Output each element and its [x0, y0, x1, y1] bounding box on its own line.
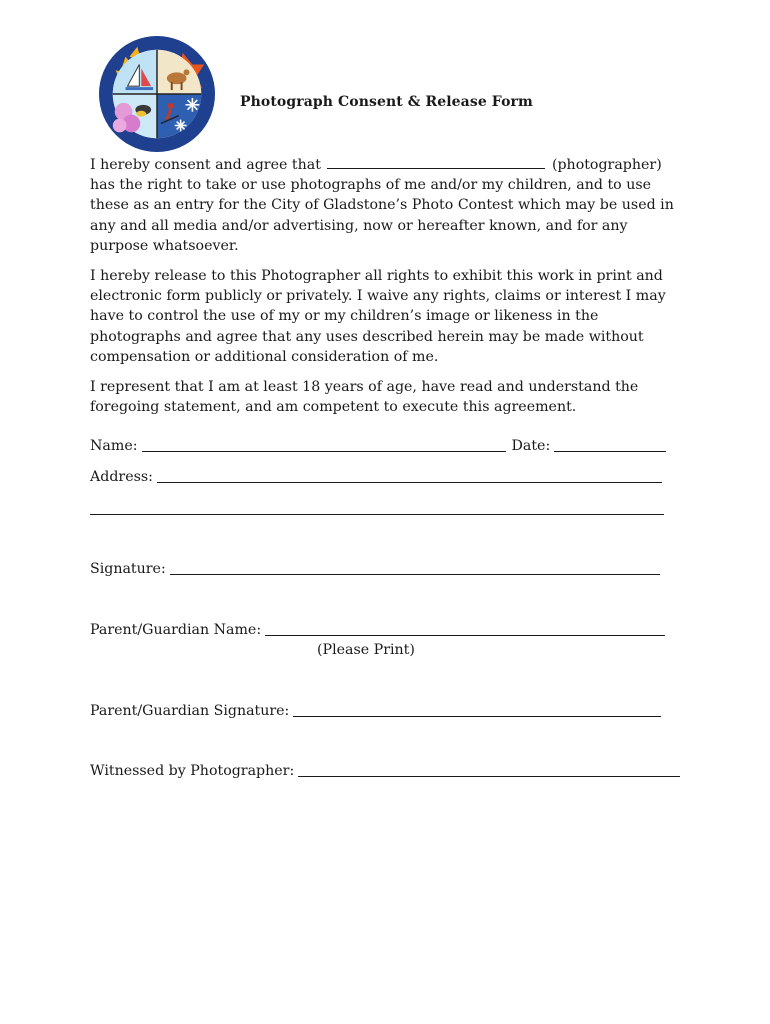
- witness-label: Witnessed by Photographer:: [90, 763, 295, 779]
- date-field[interactable]: [554, 437, 666, 452]
- address-row-2: [90, 500, 664, 517]
- consent-intro: I hereby consent and agree that: [90, 157, 321, 173]
- guardian-name-field[interactable]: [265, 621, 665, 636]
- page-title: Photograph Consent & Release Form: [240, 94, 533, 110]
- release-paragraph: I hereby release to this Photographer all rights to exhibit this work in print and electronic form publicly or privately. I waive any rights, claims or interest I may have to control the use of my or my children’s image or likeness in the photographs and agree that any uses described herein may be made without compensation or additional consideration of me.: [90, 268, 666, 365]
- address-field[interactable]: [157, 468, 662, 483]
- consent-rest: (photographer) has the right to take or use photographs of me and/or my children, and to use these as an entry for the City of Gladstone’s Photo Contest which may be used in any and all media and/or advertising, now or hereafter known, and for any purpose whatsoever.: [90, 157, 674, 254]
- address-field-line-2[interactable]: [90, 500, 664, 515]
- name-field[interactable]: [142, 437, 506, 452]
- consent-text: [90, 154, 690, 427]
- address-row: [90, 468, 662, 485]
- city-logo-icon: [98, 35, 216, 153]
- guardian-signature-label: Parent/Guardian Signature:: [90, 703, 290, 719]
- guardian-name-row: [90, 621, 665, 638]
- guardian-name-label: Parent/Guardian Name:: [90, 622, 262, 638]
- signature-label: Signature:: [90, 561, 166, 577]
- age-paragraph: I represent that I am at least 18 years of age, have read and understand the foregoing statement, and am competent to execute this agreement.: [90, 379, 639, 416]
- name-row: [90, 437, 666, 454]
- witness-signature-field[interactable]: [298, 762, 680, 777]
- name-label: Name:: [90, 438, 138, 454]
- address-label: Address:: [90, 469, 153, 485]
- photographer-name-field[interactable]: [327, 154, 545, 169]
- witness-row: [90, 762, 680, 779]
- guardian-signature-field[interactable]: [293, 702, 661, 717]
- date-label: Date:: [511, 438, 551, 454]
- please-print-note: (Please Print): [317, 642, 415, 658]
- signature-field[interactable]: [170, 560, 660, 575]
- guardian-signature-row: [90, 702, 661, 719]
- signature-row: [90, 560, 660, 577]
- consent-paragraph: [90, 154, 690, 256]
